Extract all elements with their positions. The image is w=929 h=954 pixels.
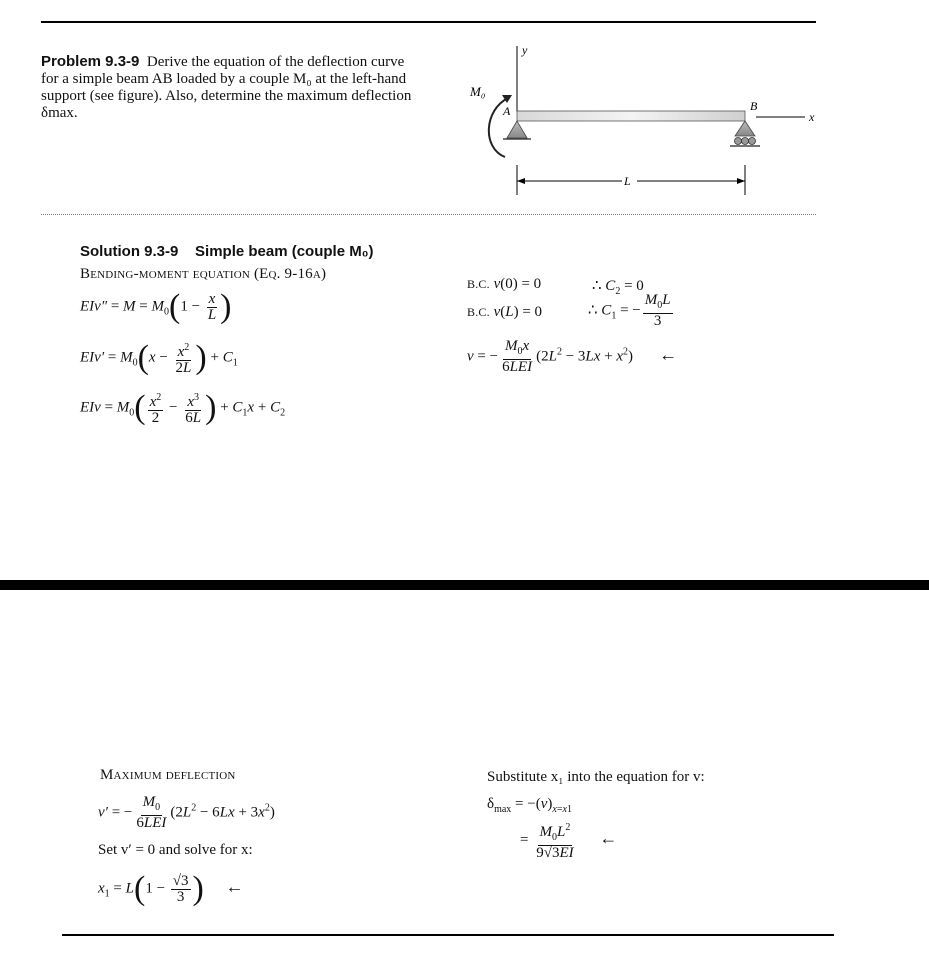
bending-moment-heading: Bending-moment equation (Eq. 9-16a)	[80, 266, 327, 282]
problem-label: Problem 9.3-9	[41, 53, 140, 70]
set-zero-text: Set v′ = 0 and solve for x:	[98, 842, 253, 858]
bottom-rule	[62, 934, 834, 936]
point-b-label: B	[750, 99, 758, 113]
delta-max-arrow-icon: ←	[581, 827, 618, 848]
problem-statement	[41, 53, 441, 122]
beam	[517, 111, 745, 121]
span-label: L	[624, 174, 631, 188]
moment-label: M₀	[470, 84, 486, 99]
problem-text-1: Derive the equation of the deflection curve	[146, 54, 405, 70]
equation-x1: $x_1 = L(1$ − $\frac{√3}{3}$ ) ←	[98, 870, 244, 907]
roller-1	[735, 138, 742, 145]
bc-2: B.C. v(L) = 0	[467, 304, 543, 320]
substitute-text: Substitute x₁ into the equation for v:	[487, 769, 705, 785]
roller-3	[749, 138, 756, 145]
deflection-curve-result: v = − $\frac{M_0x}{\text{6LEI}}$ $(2L^2 - 3Lx + x^2)$ ←	[467, 338, 678, 375]
bc-1: B.C. v(0) = 0	[467, 276, 542, 292]
beam-figure	[460, 40, 830, 200]
pin-support-a	[507, 121, 527, 138]
solution-subtitle: Simple beam (couple M₀)	[195, 243, 374, 260]
equation-delta-max-result: = $\frac{M_0L^2}{9√3EI}$ ←	[520, 822, 618, 861]
bc-2-label: B.C.	[467, 305, 490, 319]
solution-title: Solution 9.3-9	[80, 243, 179, 260]
point-a-label: A	[503, 104, 511, 118]
max-deflection-heading: Maximum deflection	[100, 767, 236, 783]
equation-slope-max: v′ = − $\frac{M_0}{\text{6LEI}}$ $(2L^2 - 6Lx + 3x^2)$	[98, 794, 275, 831]
y-axis-label: y	[522, 43, 528, 57]
problem-text-2: for a simple beam AB loaded by a couple M₀ at the left-hand	[41, 71, 407, 87]
problem-text-3: support (see figure). Also, determine the maximum deflection	[41, 88, 412, 104]
bc-1-label: B.C.	[467, 277, 490, 291]
bc-1-result: ∴ $C_2 = 0$	[592, 278, 644, 297]
dotted-separator	[41, 214, 816, 215]
dimension-arrow-left-icon	[517, 178, 525, 184]
top-rule	[41, 21, 816, 23]
page-break-rule	[0, 580, 929, 590]
x-axis-label: x	[809, 110, 815, 124]
roller-support-b	[735, 121, 755, 136]
roller-2	[742, 138, 749, 145]
result-arrow-icon: ←	[636, 344, 678, 365]
equation-delta-max: $\delta_{max} = -(v)_{x=x1}$	[487, 796, 572, 815]
equation-deflection: EIv = $M_0$( $\frac{x^2}{2}$ − $\frac{x^3}{6L}$ ) + $C_1x + C_2$	[80, 389, 286, 426]
solution-heading	[80, 243, 373, 260]
equation-moment: $EIv'' = M = M_0(1$ − $\frac{x}{L}$ )	[80, 288, 232, 325]
problem-text-4: δmax.	[41, 105, 78, 121]
x1-arrow-icon: ←	[207, 876, 244, 897]
equation-slope: $EIv' = M_0(x$ − $\frac{x^2}{2L}$ ) + $C_1$	[80, 339, 238, 376]
problem-line-1	[41, 53, 441, 71]
bc-2-result: ∴ $C_1$ = − $\frac{M_0L}{3}$	[588, 292, 671, 329]
dimension-arrow-right-icon	[737, 178, 745, 184]
